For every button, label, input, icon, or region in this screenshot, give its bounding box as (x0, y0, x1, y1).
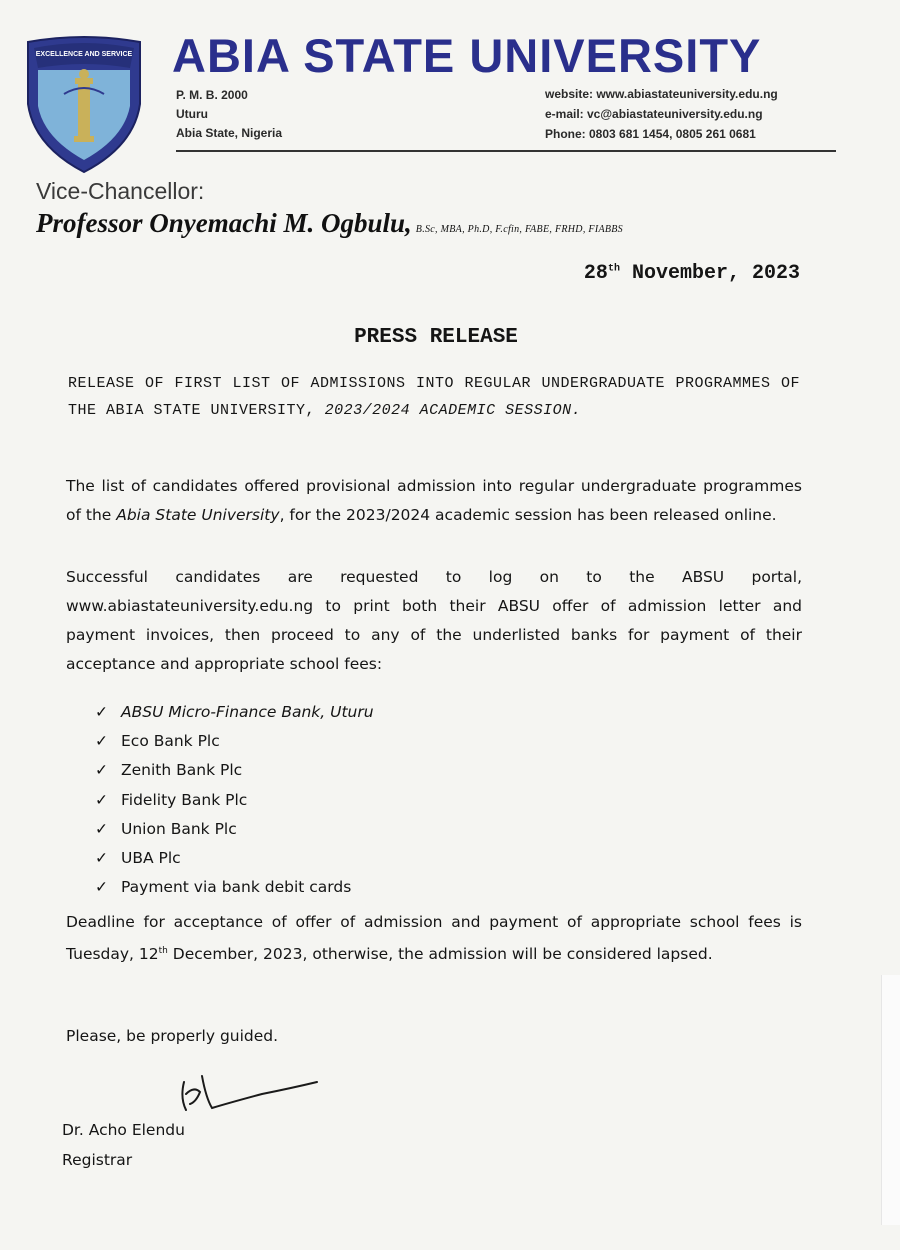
p1-text-a: The list of candidates offered provisional admission into regular undergraduate programmes of the (66, 477, 802, 524)
checkmark-icon: ✓ (95, 761, 108, 780)
contact-info (545, 84, 778, 144)
page-edge (881, 975, 900, 1225)
address-line: Abia State, Nigeria (176, 126, 283, 140)
closing-line: Please, be properly guided. (66, 1027, 279, 1045)
bank-name: UBA Plc (121, 849, 181, 868)
checkmark-icon: ✓ (95, 849, 108, 868)
vc-qualifications: B.Sc, MBA, Ph.D, F.cfin, FABE, FRHD, FIABBS (415, 224, 623, 235)
vc-name-text: Professor Onyemachi M. Ogbulu, (36, 208, 412, 238)
deadline-text-a: Deadline for acceptance of offer of admission and payment of appropriate school fees is Tuesday, 12 (66, 913, 802, 964)
bank-name: Zenith Bank Plc (121, 761, 243, 780)
registrar-block (62, 1115, 185, 1175)
checkmark-icon: ✓ (95, 819, 108, 838)
subject-heading (68, 370, 800, 424)
header-divider (176, 150, 836, 152)
list-item (95, 698, 374, 727)
subject-session: 2023/2024 ACADEMIC SESSION. (324, 402, 582, 419)
date-rest: November, 2023 (631, 262, 800, 285)
deadline-text-b: December, 2023, otherwise, the admission will be considered lapsed. (167, 945, 713, 964)
letter-date (584, 262, 800, 285)
website-line: website: www.abiastateuniversity.edu.ng (545, 87, 778, 101)
registrar-signature (172, 1068, 322, 1120)
date-day: 28 (583, 262, 608, 285)
bank-name: Eco Bank Plc (121, 732, 220, 751)
address-line: Uturu (176, 107, 208, 121)
bank-name: Fidelity Bank Plc (121, 790, 248, 809)
list-item (95, 873, 374, 902)
list-item (95, 727, 374, 756)
vice-chancellor-name (36, 208, 623, 239)
university-name: ABIA STATE UNIVERSITY (172, 29, 762, 82)
subject-main: RELEASE OF FIRST LIST OF ADMISSIONS INTO REGULAR UNDERGRADUATE PROGRAMMES OF THE ABIA STATE UNIVERSITY, (68, 375, 800, 419)
checkmark-icon: ✓ (95, 703, 108, 721)
phone-line: Phone: 0803 681 1454, 0805 261 0681 (545, 127, 756, 141)
date-suffix: th (607, 263, 620, 275)
press-release-title: PRESS RELEASE (354, 326, 518, 349)
bank-name: Payment via bank debit cards (121, 878, 352, 897)
checkmark-icon: ✓ (95, 878, 108, 897)
registrar-title: Registrar (62, 1151, 133, 1169)
paragraph-admission-list (66, 472, 802, 530)
list-item (95, 844, 374, 873)
crest-motto: EXCELLENCE AND SERVICE (35, 51, 133, 58)
registrar-name: Dr. Acho Elendu (62, 1121, 185, 1139)
checkmark-icon: ✓ (95, 790, 108, 809)
bank-name: Union Bank Plc (121, 819, 237, 838)
paragraph-portal-instructions: Successful candidates are requested to log on to the ABSU portal, www.abiastateuniversity.edu.ng to print both their ABSU offer of admission letter and payment invoices, then proceed to any of the underlisted banks for payment of their acceptance and appropriate school fees: (66, 568, 802, 673)
list-item (95, 756, 374, 785)
vice-chancellor-label: Vice-Chancellor: (36, 178, 205, 204)
deadline-suffix: th (158, 946, 168, 956)
checkmark-icon: ✓ (95, 732, 108, 751)
university-crest-logo (24, 34, 144, 174)
email-line: e-mail: vc@abiastateuniversity.edu.ng (545, 107, 763, 121)
p1-university-name: Abia State University (116, 506, 280, 524)
p1-text-b: , for the 2023/2024 academic session has been released online. (279, 506, 777, 524)
bank-list (95, 698, 374, 902)
postal-address (176, 86, 282, 143)
address-line: P. M. B. 2000 (176, 88, 248, 102)
paragraph-deadline (66, 908, 802, 969)
list-item (95, 815, 374, 844)
list-item (95, 786, 374, 815)
bank-name: ABSU Micro-Finance Bank, Uturu (121, 703, 374, 721)
